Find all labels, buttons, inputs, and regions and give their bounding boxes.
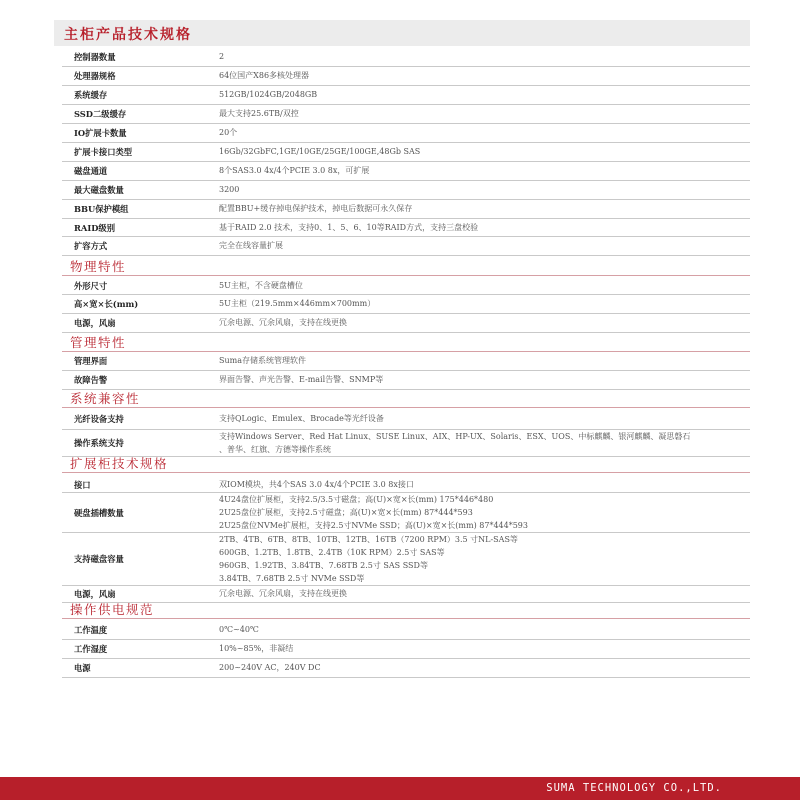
spec-label: 工作湿度 [74, 644, 108, 654]
spec-row [62, 294, 750, 313]
spec-value [219, 88, 744, 101]
spec-label: 控制器数量 [74, 52, 116, 62]
spec-row [62, 66, 750, 85]
spec-value [219, 478, 744, 491]
spec-value [219, 239, 744, 252]
spec-value-line: 600GB、1.2TB、1.8TB、2.4TB（10K RPM）2.5寸 SAS等 [219, 548, 445, 557]
spec-row [62, 276, 750, 294]
spec-row [62, 476, 750, 492]
spec-value-line: 2 [219, 52, 225, 61]
spec-row [62, 351, 750, 370]
spec-value-line: 4U24盘位扩展柜，支持2.5/3.5寸磁盘；高(U)×宽×长(mm) 175*446*480 [219, 495, 494, 504]
title-bar [54, 20, 750, 46]
spec-label: 磁盘通道 [74, 166, 108, 176]
spec-value-line: 界面告警、声光告警、E-mail告警、SNMP等 [219, 375, 384, 384]
row-divider [62, 677, 750, 678]
spec-value-line: 960GB、1.92TB、3.84TB、7.68TB 2.5寸 SAS SSD等 [219, 561, 428, 570]
section-divider [62, 618, 750, 619]
section-title: 操作供电规范 [70, 602, 155, 617]
spec-value-line: 基于RAID 2.0 技术，支持0、1、5、6、10等RAID方式，支持三盘校验 [219, 223, 479, 232]
spec-value [219, 183, 744, 196]
spec-row [62, 313, 750, 332]
spec-label: 电源，风扇 [74, 318, 116, 328]
spec-row [62, 218, 750, 236]
spec-value-line: 3.84TB、7.68TB 2.5寸 NVMe SSD等 [219, 574, 365, 583]
section-divider [62, 472, 750, 473]
spec-row [62, 532, 750, 585]
spec-value [219, 587, 744, 600]
spec-value-line: 、普华、红旗、方德等操作系统 [219, 445, 331, 454]
spec-label: 硬盘插槽数量 [74, 508, 124, 518]
spec-value [219, 661, 744, 674]
spec-value [219, 221, 744, 234]
spec-row [62, 161, 750, 180]
row-divider [62, 332, 750, 333]
spec-label: 最大磁盘数量 [74, 185, 124, 195]
spec-value-line: 20个 [219, 128, 238, 137]
spec-label: BBU保护模组 [74, 204, 129, 214]
spec-label: 故障告警 [74, 375, 108, 385]
spec-label: 接口 [74, 480, 91, 490]
section-title: 管理特性 [70, 335, 127, 350]
row-divider [62, 255, 750, 256]
spec-value [219, 533, 744, 585]
spec-label: SSD二级缓存 [74, 109, 127, 119]
spec-value-line: 5U主柜（219.5mm×446mm×700mm） [219, 299, 376, 308]
spec-row [62, 236, 750, 255]
spec-label: 高×宽×长(mm) [74, 299, 139, 309]
spec-label: 光纤设备支持 [74, 414, 124, 424]
page-title: 主柜产品技术规格 [64, 27, 192, 43]
spec-value [219, 316, 744, 329]
spec-value [219, 279, 744, 292]
spec-row [62, 199, 750, 218]
spec-value [219, 412, 744, 425]
spec-value-line: 2TB、4TB、6TB、8TB、10TB、12TB、16TB（7200 RPM）3.5 寸NL-SAS等 [219, 535, 518, 544]
spec-value-line: 双IOM模块，共4个SAS 3.0 4x/4个PCIE 3.0 8x接口 [219, 480, 414, 489]
spec-row [62, 492, 750, 532]
footer-bar [0, 777, 800, 800]
spec-row [62, 429, 750, 456]
spec-label: 电源 [74, 663, 91, 673]
spec-value [219, 107, 744, 120]
spec-row [62, 408, 750, 429]
spec-value-line: 16Gb/32GbFC,1GE/10GE/25GE/100GE,48Gb SAS [219, 147, 421, 156]
spec-value [219, 145, 744, 158]
spec-value [219, 373, 744, 386]
section-title: 系统兼容性 [70, 391, 141, 406]
spec-row [62, 142, 750, 161]
spec-label: 扩容方式 [74, 241, 108, 251]
spec-value [219, 642, 744, 655]
spec-label: 操作系统支持 [74, 438, 124, 448]
spec-value-line: 支持Windows Server、Red Hat Linux、SUSE Linux、AIX、HP-UX、Solaris、ESX、UOS、中标麒麟、银河麒麟、凝思磐石 [219, 432, 691, 441]
spec-label: IO扩展卡数量 [74, 128, 127, 138]
spec-value-line: 冗余电源、冗余风扇，支持在线更换 [219, 589, 347, 598]
spec-label: RAID级别 [74, 223, 116, 233]
spec-row [62, 104, 750, 123]
spec-row [62, 658, 750, 677]
spec-value-line: 8个SAS3.0 4x/4个PCIE 3.0 8x，可扩展 [219, 166, 370, 175]
spec-row [62, 85, 750, 104]
spec-row [62, 47, 750, 66]
spec-value [219, 297, 744, 310]
spec-value [219, 430, 744, 456]
spec-value [219, 623, 744, 636]
spec-value-line: 支持QLogic、Emulex、Brocade等光纤设备 [219, 414, 384, 423]
spec-label: 系统缓存 [74, 90, 108, 100]
row-divider [62, 602, 750, 603]
spec-row [62, 620, 750, 639]
spec-value-line: 最大支持25.6TB/双控 [219, 109, 299, 118]
spec-row [62, 123, 750, 142]
spec-label: 扩展卡接口类型 [74, 147, 133, 157]
spec-label: 电源，风扇 [74, 589, 116, 599]
section-title: 物理特性 [70, 259, 127, 274]
row-divider [62, 389, 750, 390]
spec-row [62, 585, 750, 602]
spec-value-line: 2U25盘位NVMe扩展柜，支持2.5寸NVMe SSD；高(U)×宽×长(mm) 87*444*593 [219, 521, 528, 530]
spec-row [62, 370, 750, 389]
spec-value [219, 126, 744, 139]
spec-value-line: 0℃~40℃ [219, 625, 259, 634]
spec-value-line: 200~240V AC，240V DC [219, 663, 321, 672]
spec-value-line: 完全在线容量扩展 [219, 241, 283, 250]
spec-value-line: 512GB/1024GB/2048GB [219, 90, 318, 99]
spec-label: 工作温度 [74, 625, 108, 635]
spec-label: 外形尺寸 [74, 281, 108, 291]
spec-value [219, 164, 744, 177]
spec-value-line: 2U25盘位扩展柜，支持2.5寸磁盘；高(U)×宽×长(mm) 87*444*593 [219, 508, 473, 517]
spec-row [62, 180, 750, 199]
spec-value-line: 冗余电源、冗余风扇，支持在线更换 [219, 318, 347, 327]
section-title: 扩展柜技术规格 [70, 456, 169, 471]
spec-value-line: 3200 [219, 185, 240, 194]
spec-value [219, 493, 744, 532]
spec-value [219, 202, 744, 215]
spec-value-line: Suma存储系统管理软件 [219, 356, 306, 365]
spec-value-line: 5U主柜，不含硬盘槽位 [219, 281, 303, 290]
spec-row [62, 639, 750, 658]
spec-value-line: 10%~85%，非凝结 [219, 644, 294, 653]
spec-label: 处理器规格 [74, 71, 116, 81]
spec-value [219, 69, 744, 82]
spec-value-line: 64位国产X86多核处理器 [219, 71, 310, 80]
spec-value [219, 50, 744, 63]
spec-value-line: 配置BBU+缓存掉电保护技术，掉电后数据可永久保存 [219, 204, 413, 213]
spec-label: 管理界面 [74, 356, 108, 366]
spec-label: 支持磁盘容量 [74, 554, 124, 564]
company-name: SUMA TECHNOLOGY CO.,LTD. [546, 782, 722, 794]
spec-value [219, 354, 744, 367]
